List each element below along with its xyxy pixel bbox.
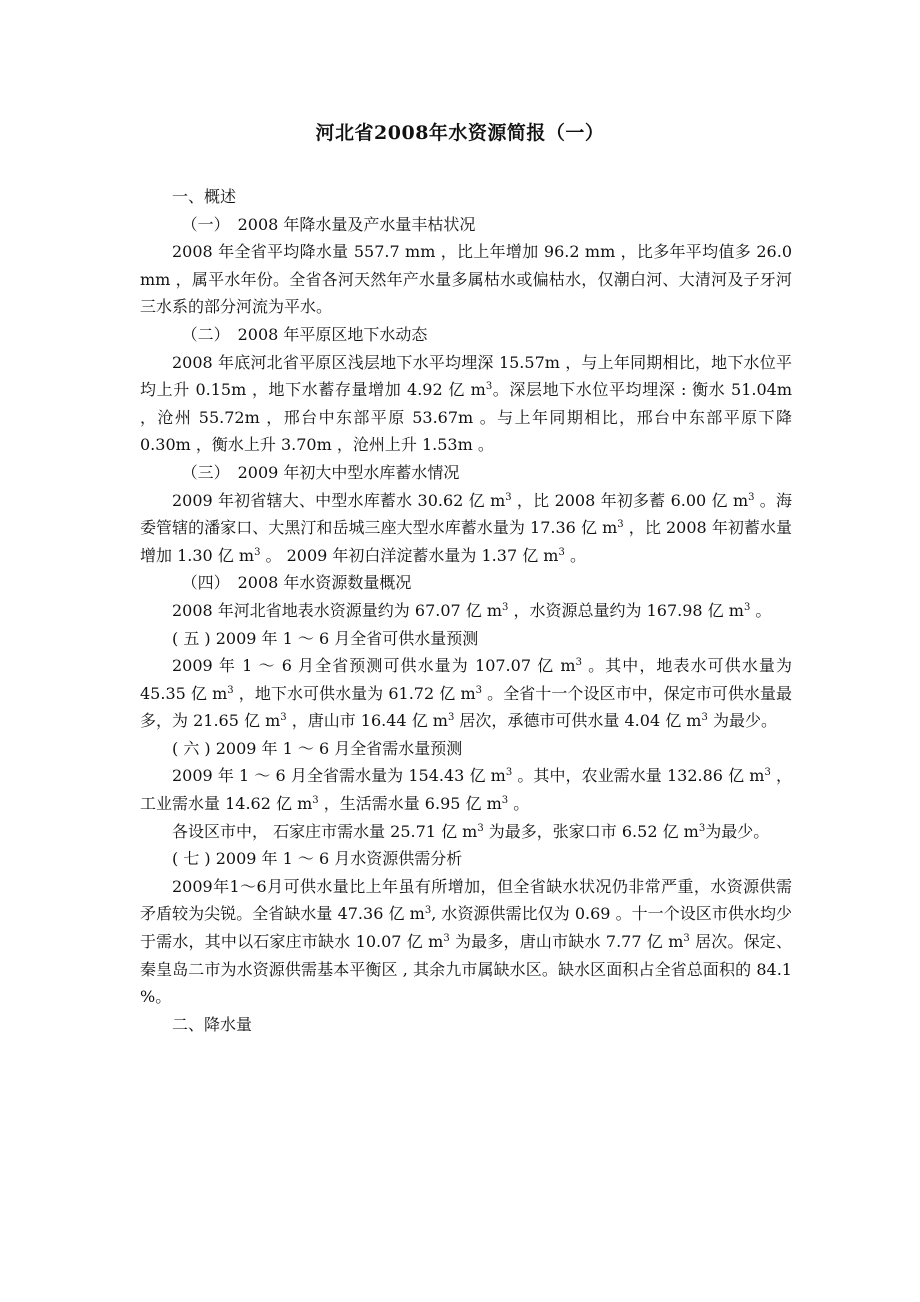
text-run: 。 (508, 794, 530, 814)
document-body (140, 183, 792, 1038)
text-run: 各设区市中， 石家庄市需水量 25.71 亿 m (172, 821, 478, 841)
superscript: 3 (501, 795, 509, 807)
superscript: 3 (575, 657, 582, 669)
section-heading-precipitation: 二、降水量 (172, 1014, 253, 1034)
text-run: 为最少。 (705, 821, 770, 841)
text-run: 为最多，唐山市缺水 7.77 亿 m (449, 932, 684, 952)
text-run: 。全省十一个设区市中，保定市可供水量最多，为 21.65 亿 m (140, 683, 793, 731)
paragraph-demand-cities (140, 818, 792, 846)
text-run: 。 2009 年初白洋淀蓄水量为 1.37 亿 m (260, 545, 559, 565)
text-run: 。其中，地表水可供水量为 45.35 亿 m (140, 656, 792, 703)
text-run: 2009年1～6月可供水量比上年虽有所增加，但全省缺水状况仍非常严重，水资源供需矛盾较为尖锐。全省缺水量 47.36 亿 m (140, 876, 792, 924)
superscript: 3 (312, 795, 319, 807)
text-run: 2009 年 1 ～ 6 月全省预测可供水量为 107.07 亿 m (172, 656, 576, 676)
text-run: 2008 年底河北省平原区浅层地下水平均埋深 15.57m ，与上年同期相比，地下水位平均上升 0.15m ，地下水蓄存量增加 4.92 亿 m (140, 352, 792, 400)
paragraph-demand (140, 762, 792, 817)
text-run: 为最多，张家口市 6.52 亿 m (483, 821, 699, 841)
text-run: ，唐山市 16.44 亿 m (286, 711, 448, 731)
superscript: 3 (617, 519, 624, 531)
page-title: 河北省2008年水资源简报（一） (315, 122, 605, 144)
superscript: 3 (502, 601, 509, 613)
text-run: ，生活需水量 6.95 亿 m (318, 794, 502, 814)
paragraph-balance (140, 873, 792, 1011)
text-run: 。其中，农业需水量 132.86 亿 m (512, 766, 765, 786)
paragraph-precipitation: 2008 年全省平均降水量 557.7 mm ，比上年增加 96.2 mm ，比多年平均值多 26.0 mm ，属平水年份。全省各河天然年产水量多属枯水或偏枯水，仅潮白河、大清河及子牙河三水系的部分河流为平水。 (140, 242, 792, 317)
subsection-heading-precipitation: （一） 2008 年降水量及产水量丰枯状况 (181, 214, 476, 234)
superscript: 3 (447, 712, 455, 724)
subsection-heading-groundwater: （二） 2008 年平原区地下水动态 (181, 324, 428, 344)
text-run: 。深层地下水位平均埋深 : 衡水 51.04m ，沧州 55.72m ，邢台中东部平原 53.67m 。与上年同期相比，邢台中东部平原下降 0.30m ，衡水上升 3.70m ，沧州上升 1.53m 。 (140, 380, 792, 455)
text-run: 。 (750, 600, 772, 620)
text-run: 。海委管辖的潘家口、大黑汀和岳城三座大型水库蓄水量为 17.36 亿 m (140, 490, 792, 538)
superscript: 3 (485, 381, 493, 393)
text-run: ，水资源总量约为 167.98 亿 m (508, 600, 744, 620)
superscript: 3 (475, 684, 483, 696)
superscript: 3 (701, 712, 708, 724)
text-run: ，比 2008 年初多蓄 6.00 亿 m (511, 490, 749, 510)
superscript: 3 (280, 712, 287, 724)
paragraph-resources (140, 597, 792, 625)
text-run: 2008 年河北省地表水资源量约为 67.07 亿 m (172, 600, 503, 620)
text-run: ，比 2008 年初蓄水量增加 1.30 亿 m (140, 518, 792, 565)
text-run: 2009 年 1 ～ 6 月全省需水量为 154.43 亿 m (172, 766, 506, 786)
text-run: 居次，承德市可供水量 4.04 亿 m (454, 711, 702, 731)
paragraph-supply (140, 652, 792, 735)
superscript: 3 (424, 905, 432, 917)
superscript: 3 (748, 491, 755, 503)
subsection-heading-balance: ( 七 ) 2009 年 1 ～ 6 月水资源供需分析 (172, 849, 463, 869)
text-run: 为最少。 (707, 711, 777, 731)
text-run: ，工业需水量 14.62 亿 m (140, 766, 792, 814)
text-run: ，地下水可供水量为 61.72 亿 m (233, 683, 476, 703)
superscript: 3 (698, 822, 706, 834)
subsection-heading-resources: （四） 2008 年水资源数量概况 (181, 573, 412, 593)
text-run: , 水资源供需比仅为 0.69 。十一个设区市供水均少于需水，其中以石家庄市缺水 10.07 亿 m (140, 904, 792, 952)
text-run: 2009 年初省辖大、中型水库蓄水 30.62 亿 m (172, 490, 506, 510)
paragraph-groundwater (140, 349, 792, 459)
paragraph-reservoirs (140, 487, 792, 570)
superscript: 3 (558, 546, 565, 558)
text-run: 居次。保定、秦皇岛二市为水资源供需基本平衡区 , 其余九市属缺水区。缺水区面积占全省总面积的 84.1 %。 (140, 932, 792, 1007)
superscript: 3 (254, 546, 261, 558)
superscript: 3 (764, 767, 771, 779)
superscript: 3 (505, 767, 513, 779)
text-run: 。 (564, 545, 586, 565)
superscript: 3 (683, 933, 690, 945)
superscript: 3 (477, 822, 484, 834)
subsection-heading-demand: ( 六 ) 2009 年 1 ～ 6 月全省需水量预测 (172, 738, 463, 758)
superscript: 3 (227, 684, 234, 696)
superscript: 3 (743, 601, 751, 613)
subsection-heading-supply: ( 五 ) 2009 年 1 ～ 6 月全省可供水量预测 (172, 628, 479, 648)
section-heading-overview: 一、概述 (172, 187, 237, 206)
superscript: 3 (505, 491, 512, 503)
subsection-heading-reservoirs: （三） 2009 年初大中型水库蓄水情况 (181, 462, 460, 482)
superscript: 3 (443, 933, 450, 945)
